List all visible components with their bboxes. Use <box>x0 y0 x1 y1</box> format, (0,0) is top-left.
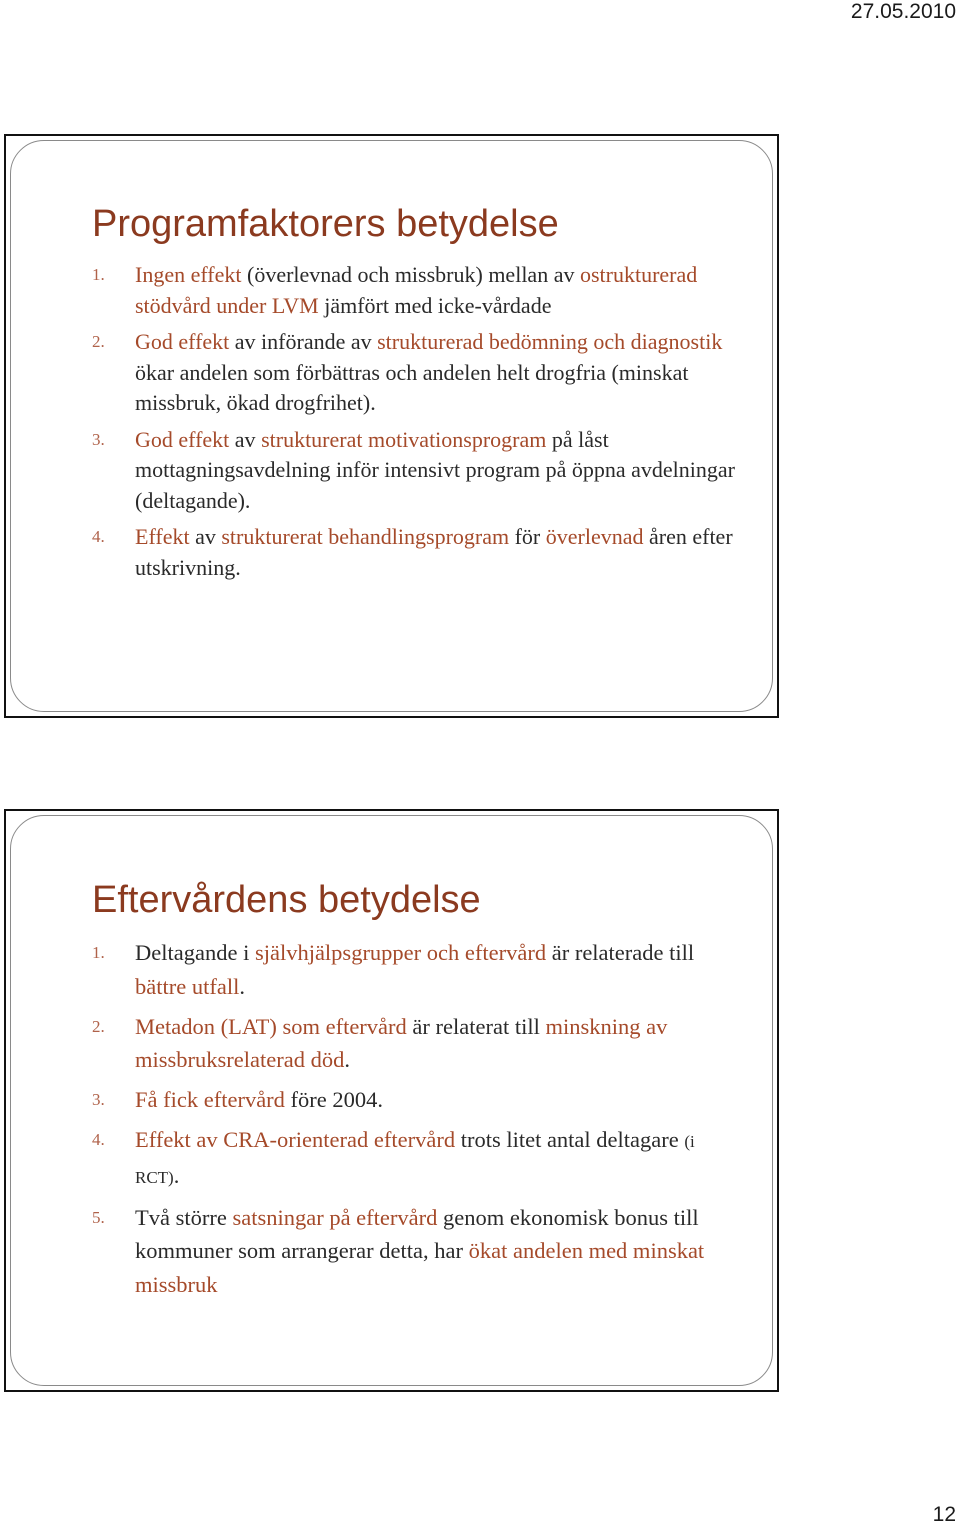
list-item <box>92 260 742 321</box>
body-text: av <box>189 524 222 549</box>
list-item <box>92 1123 742 1194</box>
body-text: av <box>229 426 262 452</box>
body-text: för <box>509 524 546 549</box>
slide-program-factors <box>4 134 779 718</box>
list-item-number: 5. <box>92 1207 105 1227</box>
body-text: åren efter utskrivning. <box>135 524 733 580</box>
highlighted-text: God effekt <box>135 426 230 452</box>
highlighted-text: strukturerad bedömning och diagnostik <box>377 329 723 354</box>
list-item <box>92 1010 742 1077</box>
highlighted-text: strukturerat motivationsprogram <box>261 426 547 452</box>
list-item <box>92 425 742 517</box>
highlighted-text: minskning av missbruksrelaterad död <box>135 1013 668 1072</box>
highlighted-text: överlevnad <box>545 524 644 549</box>
list-item <box>92 522 742 583</box>
highlighted-text: satsningar på eftervård <box>232 1204 438 1230</box>
body-text: . <box>239 973 245 999</box>
list-item-number: 3. <box>92 1090 105 1109</box>
page-date: 27.05.2010 <box>850 0 956 23</box>
body-text: före 2004. <box>284 1087 384 1112</box>
list-item-number: 2. <box>92 1016 105 1036</box>
slide-title: Programfaktorers betydelse <box>92 203 559 245</box>
highlighted-text: bättre utfall <box>135 973 240 999</box>
body-text: på låst mottagningsavdelning inför intensivt program på öppna avdelningar (deltagande). <box>135 426 735 513</box>
highlighted-text: strukturerat behandlingsprogram <box>221 524 510 549</box>
slide-title: Eftervårdens betydelse <box>92 879 481 921</box>
body-text: genom ekonomisk bonus till kommuner som arrangerar detta, har <box>135 1204 699 1263</box>
highlighted-text: Effekt <box>135 524 190 549</box>
list-item <box>92 327 742 419</box>
body-text: ökar andelen som förbättras och andelen helt drogfria (minskat missbruk, ökad drogfrihet). <box>135 359 689 415</box>
list-item <box>92 1083 742 1117</box>
body-text: Två större <box>135 1204 233 1230</box>
highlighted-text: Effekt av CRA-orienterad eftervård <box>135 1127 456 1152</box>
body-text: Deltagande i <box>135 940 255 965</box>
list-item-number: 2. <box>92 332 105 351</box>
slide-bullet-list <box>92 260 742 589</box>
list-item-number: 4. <box>92 527 105 546</box>
body-text: . <box>344 1047 350 1072</box>
highlighted-text: Få fick eftervård <box>135 1087 285 1112</box>
slide-bullet-list <box>92 936 742 1308</box>
highlighted-text: Ingen effekt <box>135 262 242 287</box>
highlighted-text: Metadon (LAT) som eftervård <box>135 1013 407 1039</box>
highlighted-text: God effekt <box>135 329 230 354</box>
list-item <box>92 936 742 1003</box>
list-item-number: 1. <box>92 265 105 284</box>
body-text: (överlevnad och missbruk) mellan av <box>241 262 580 287</box>
body-text: är relaterade till <box>546 940 695 965</box>
list-item-number: 3. <box>92 429 105 449</box>
body-text: är relaterat till <box>406 1013 546 1039</box>
highlighted-text: ökat andelen med minskat missbruk <box>135 1238 705 1297</box>
body-text: (i RCT) <box>135 1132 695 1187</box>
list-item-number: 4. <box>92 1130 105 1149</box>
list-item-number: 1. <box>92 943 105 962</box>
body-text: jämfört med icke-vårdade <box>318 292 552 318</box>
highlighted-text: självhjälpsgrupper och eftervård <box>254 940 547 965</box>
body-text: av införande av <box>229 329 378 354</box>
body-text: trots litet antal deltagare <box>455 1127 685 1152</box>
slide-aftercare <box>4 809 779 1392</box>
body-text: . <box>173 1162 180 1188</box>
highlighted-text: ostrukturerad stödvård under LVM <box>135 262 698 318</box>
page-number: 12 <box>932 1503 956 1526</box>
list-item <box>92 1201 742 1302</box>
